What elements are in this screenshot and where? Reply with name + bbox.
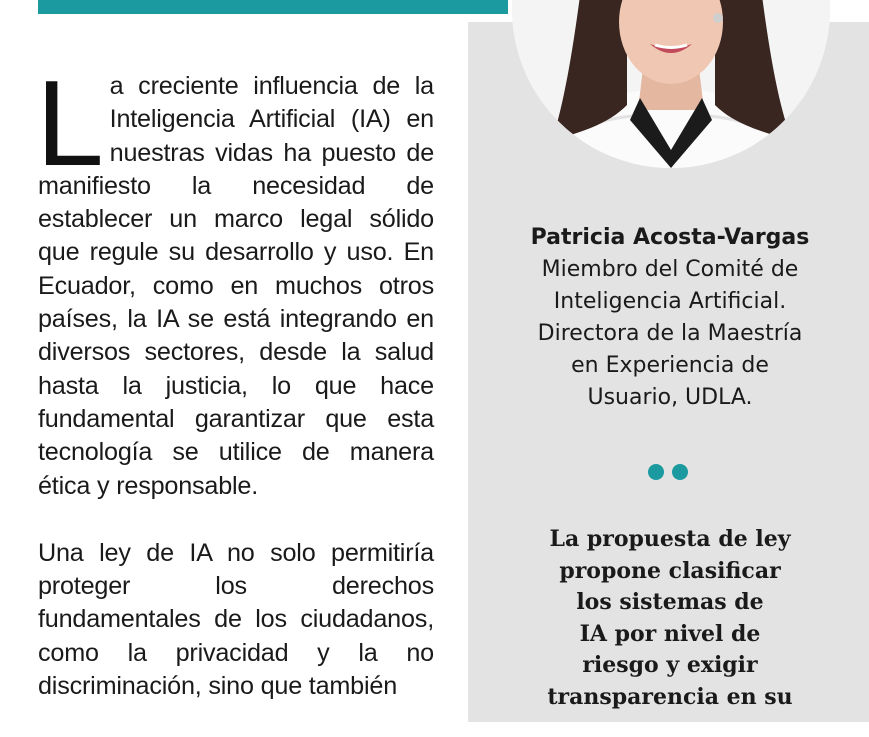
dot-icon (648, 464, 664, 480)
quote-line: La propuesta de ley (549, 526, 791, 552)
pull-quote (520, 524, 820, 713)
quote-line: IA por nivel de (579, 620, 761, 647)
quote-line: riesgo y exigir (582, 652, 758, 678)
quote-line: propone clasificar (559, 557, 781, 584)
author-role-line: Miembro del Comité de (541, 257, 799, 282)
article-paragraph-2: Una ley de IA no solo permitiría proteger los derechos fundamentales de los ciudadanos, como la privacidad y la no discriminación, sino que también (38, 538, 434, 701)
accent-bar (38, 0, 508, 14)
author-role-line: Usuario, UDLA. (587, 385, 753, 410)
article-paragraph-1 (36, 55, 434, 503)
quote-line: los sistemas de (576, 589, 764, 615)
dot-icon (672, 464, 688, 480)
quote-line: transparencia en su (547, 683, 793, 710)
separator-dots (648, 464, 688, 480)
paragraph-1-text: a creciente influencia de la Inteligencia Artificial (IA) en nuestras vidas ha puesto de manifiesto la necesidad de establecer un marco legal sólido que regule su desarrollo y uso. En Ecuador, como en muchos otros países, la IA se está integrando en diversos sectores, desde la salud hasta la justicia, lo que hace fundamental garantizar que esta tecnología se utilice de manera ética y responsable. (38, 72, 434, 500)
author-info (500, 222, 840, 414)
author-role-line: Directora de la Maestría (537, 321, 803, 346)
author-role-line: en Experiencia de (571, 353, 769, 378)
author-role-line: Inteligencia Artificial. (553, 289, 787, 314)
article-body (36, 55, 434, 737)
author-name: Patricia Acosta-Vargas (530, 225, 810, 250)
drop-cap: L (36, 55, 104, 191)
